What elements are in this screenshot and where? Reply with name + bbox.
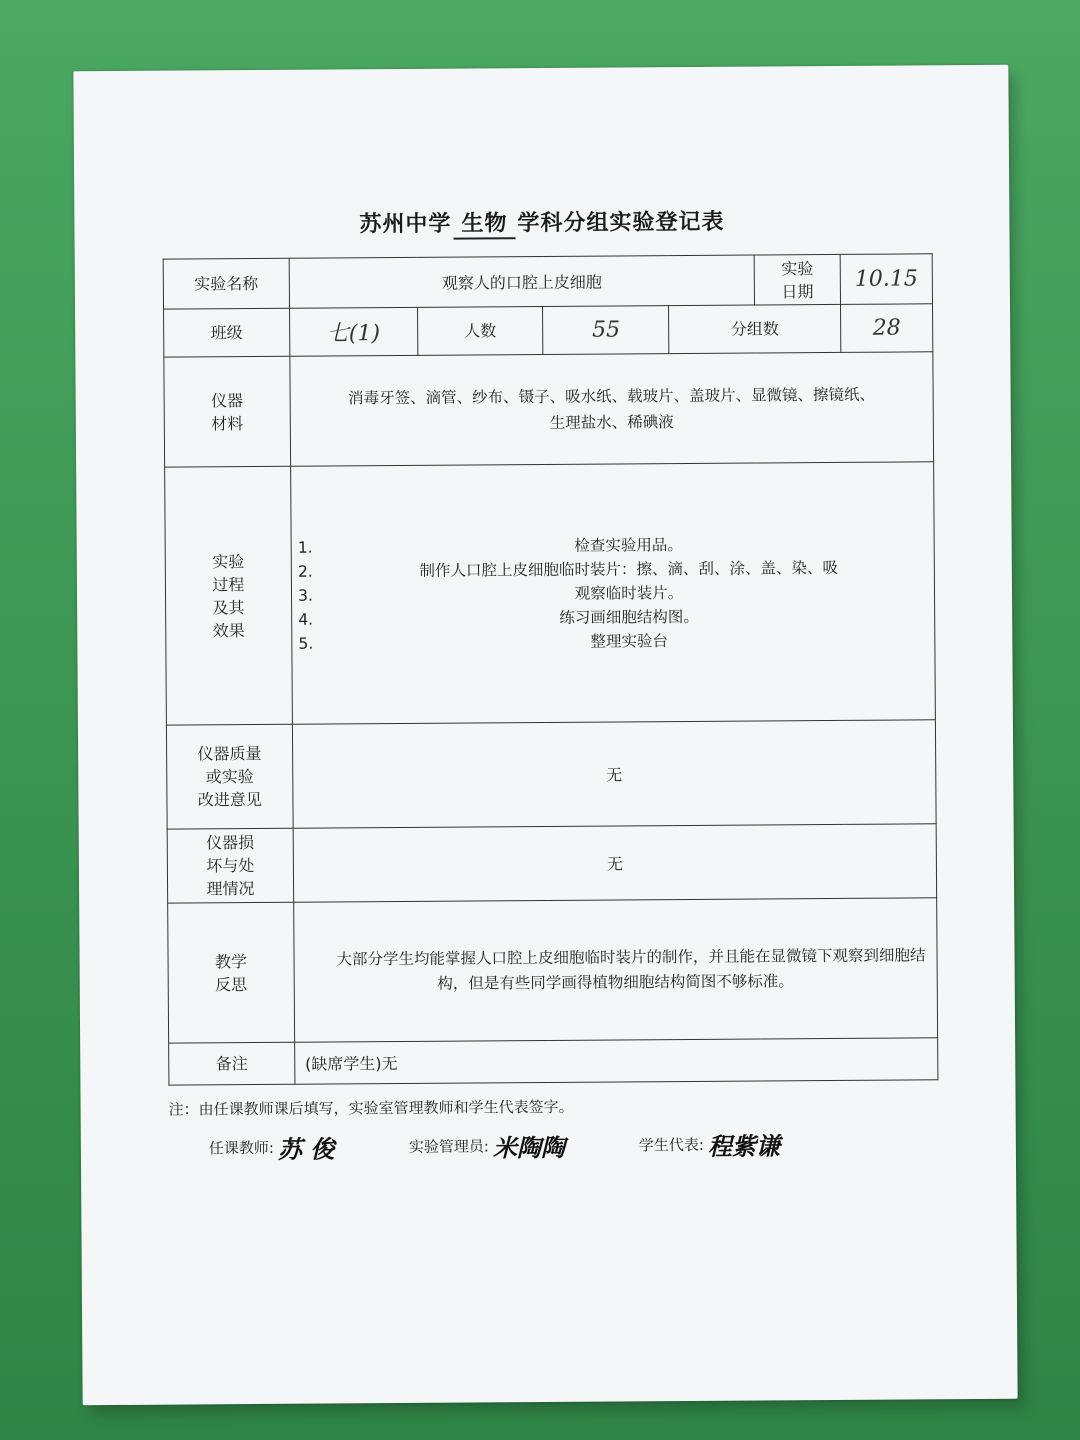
date-label-line2: 日期 (781, 281, 814, 301)
quality-label-line3: 改进意见 (197, 789, 262, 810)
form-paper (73, 65, 1017, 1405)
process-steps (290, 462, 935, 724)
experiment-name-value: 观察人的口腔上皮细胞 (289, 255, 755, 308)
class-value: 七(1) (289, 307, 417, 356)
reflection-text: 大部分学生均能掌握人口腔上皮细胞临时装片的制作，并且能在显微镜下观察到细胞结构，但是有些同学画得植物细胞结构简图不够标准。 (293, 898, 937, 1042)
count-label: 人数 (417, 307, 543, 356)
damage-label-line3: 理情况 (206, 879, 255, 899)
quality-label (166, 724, 293, 829)
process-label-line3: 及其 (212, 597, 245, 617)
experiment-name-label: 实验名称 (163, 258, 289, 309)
step-item: 1. 检查实验用品。 (317, 531, 933, 559)
admin-sign (409, 1128, 565, 1164)
damage-label (167, 828, 293, 903)
form-title (74, 203, 1009, 243)
materials-label (164, 356, 291, 467)
process-label-line2: 过程 (212, 574, 245, 594)
materials-label-line1: 仪器 (210, 390, 244, 410)
materials-label-line2: 材料 (211, 413, 244, 433)
step-item: 2. 制作人口腔上皮细胞临时装片：擦、滴、刮、涂、盖、染、吸 (318, 555, 934, 583)
damage-label-line2: 坏与处 (206, 856, 255, 876)
reflection-label-line2: 反思 (215, 974, 248, 994)
teacher-signature: 苏 俊 (277, 1134, 335, 1164)
teacher-label: 任课教师: (208, 1138, 275, 1158)
materials-value (290, 352, 934, 466)
quality-label-line2: 或实验 (205, 767, 254, 787)
date-label-line1: 实验 (781, 258, 814, 278)
groups-label: 分组数 (669, 304, 841, 353)
title-subject: 生物 (453, 206, 515, 239)
admin-label: 实验管理员: (408, 1137, 489, 1156)
admin-signature: 米陶陶 (492, 1132, 566, 1163)
step-item: 3. 观察临时装片。 (318, 579, 934, 607)
student-signature: 程紫谦 (707, 1131, 781, 1161)
student-label: 学生代表: (638, 1135, 704, 1155)
row-materials (164, 352, 934, 467)
row-class (164, 304, 933, 357)
groups-value: 28 (841, 304, 933, 353)
row-quality (166, 720, 936, 829)
quality-label-line1: 仪器质量 (197, 743, 262, 764)
title-prefix: 苏州中学 (359, 211, 452, 238)
materials-line1: 消毒牙签、滴管、纱布、镊子、吸水纸、载玻片、盖玻片、显微镜、擦镜纸、 (347, 385, 876, 407)
title-suffix: 学科分组实验登记表 (517, 209, 725, 237)
process-label-line4: 效果 (212, 620, 245, 640)
process-label-line1: 实验 (212, 551, 245, 571)
quality-value: 无 (292, 720, 936, 828)
teacher-sign (209, 1129, 335, 1165)
count-value: 55 (543, 306, 669, 355)
damage-value: 无 (293, 824, 937, 902)
remarks-label: 备注 (169, 1042, 295, 1085)
row-process (165, 462, 936, 725)
process-label (165, 466, 293, 725)
reflection-label (168, 902, 295, 1043)
row-reflection (168, 898, 938, 1043)
student-sign (639, 1126, 780, 1162)
materials-line2: 生理盐水、稀碘液 (549, 412, 674, 432)
steps-list (291, 531, 934, 655)
class-label: 班级 (164, 308, 290, 357)
damage-label-line1: 仪器损 (206, 833, 255, 853)
date-value: 10.15 (840, 254, 932, 305)
date-label (754, 254, 840, 305)
signature-row (209, 1125, 909, 1180)
row-remarks (169, 1038, 938, 1085)
remarks-value: (缺席学生)无 (294, 1038, 937, 1084)
step-item: 5. 整理实验台 (318, 627, 934, 655)
row-experiment-name (163, 254, 932, 309)
row-damage (167, 824, 936, 903)
step-item: 4. 练习画细胞结构图。 (318, 603, 934, 631)
footnote: 注：由任课教师课后填写，实验室管理教师和学生代表签字。 (168, 1097, 574, 1119)
reflection-label-line1: 教学 (214, 951, 248, 971)
registration-table (163, 253, 939, 1085)
